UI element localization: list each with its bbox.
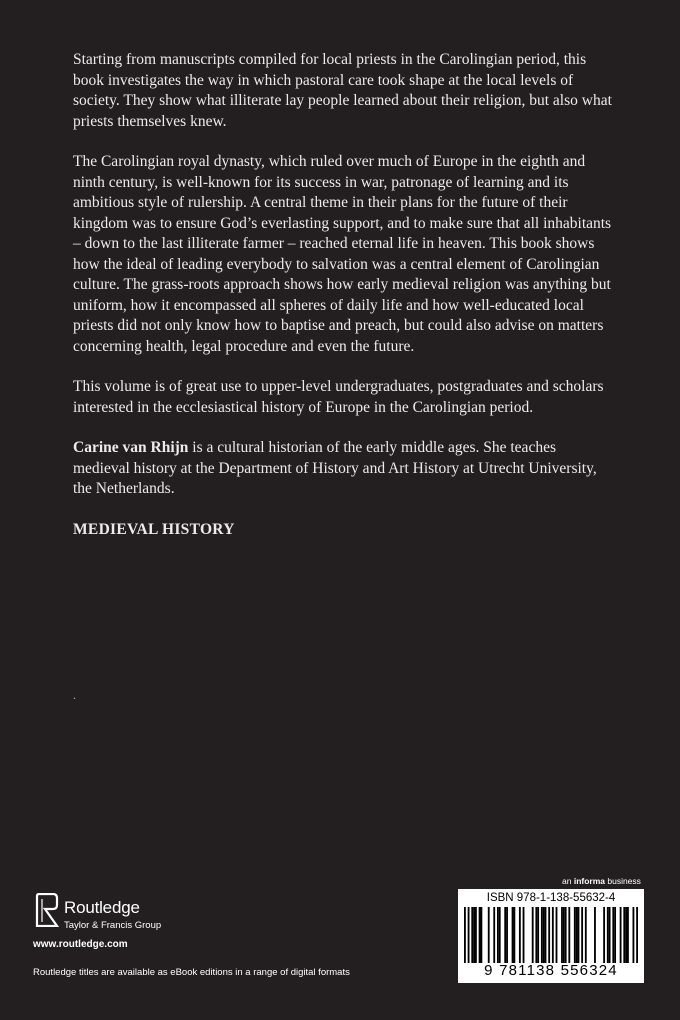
barcode-bar bbox=[468, 907, 470, 963]
barcode-bar bbox=[479, 907, 481, 963]
barcode-bar bbox=[623, 907, 625, 963]
barcode-digits: 9 781138 556324 bbox=[484, 962, 618, 979]
barcode-bar bbox=[471, 907, 473, 963]
barcode-bar bbox=[603, 907, 605, 963]
barcode-bar bbox=[594, 907, 596, 963]
barcode-bar bbox=[473, 907, 475, 963]
barcode-bar bbox=[563, 907, 565, 963]
barcode-bar bbox=[612, 907, 614, 963]
publisher-name: Routledge bbox=[64, 898, 140, 917]
barcode-bar bbox=[493, 907, 495, 963]
informa-tagline bbox=[562, 876, 641, 886]
barcode-bar bbox=[543, 907, 545, 963]
barcode-bar bbox=[532, 907, 534, 963]
barcode-bar bbox=[627, 907, 629, 963]
barcode-bar bbox=[565, 907, 567, 963]
barcode-bar bbox=[537, 907, 539, 963]
barcode-bar bbox=[607, 907, 609, 963]
publisher-website: www.routledge.com bbox=[33, 939, 128, 950]
subject-category: MEDIEVAL HISTORY bbox=[73, 520, 235, 538]
barcode-bar bbox=[512, 907, 514, 963]
publisher-group: Taylor & Francis Group bbox=[64, 920, 162, 931]
author-name: Carine van Rhijn bbox=[73, 439, 189, 456]
barcode-bar bbox=[574, 907, 576, 963]
routledge-logo-icon bbox=[33, 893, 59, 927]
barcode-bar bbox=[545, 907, 547, 963]
barcode-bar bbox=[488, 907, 490, 963]
barcode-bar bbox=[581, 907, 583, 963]
barcode-bar bbox=[504, 907, 506, 963]
barcode-bar bbox=[620, 907, 622, 963]
informa-suffix: business bbox=[605, 876, 641, 886]
blurb-paragraph-1: Starting from manuscripts compiled for local priests in the Carolingian period, this book investigates the way in which pastoral care took shape at the local levels of society. They show what illiterate lay people learned about their religion, but also what priests themselves knew. bbox=[73, 51, 612, 130]
barcode-bar bbox=[625, 907, 627, 963]
author-bio-text: is a cultural historian of the early middle ages. She teaches medieval history at the Department of History and Art History at Utrecht University, the Netherlands. bbox=[73, 439, 597, 497]
informa-brand: informa bbox=[573, 876, 605, 886]
isbn-barcode bbox=[458, 889, 644, 983]
author-bio bbox=[73, 438, 613, 500]
barcode-bar bbox=[475, 907, 477, 963]
informa-prefix: an bbox=[562, 876, 574, 886]
publisher-logo bbox=[33, 893, 193, 933]
barcode-bar bbox=[576, 907, 578, 963]
barcode-bar bbox=[633, 907, 635, 963]
barcode-bar bbox=[614, 907, 616, 963]
barcode-bar bbox=[636, 907, 638, 963]
barcode-bar bbox=[541, 907, 543, 963]
barcode-bar bbox=[519, 907, 521, 963]
barcode-bar bbox=[548, 907, 550, 963]
barcode-bar bbox=[556, 907, 558, 963]
barcode-bar bbox=[506, 907, 508, 963]
barcode-bar bbox=[497, 907, 499, 963]
barcode-bar bbox=[535, 907, 537, 963]
back-cover-blurb bbox=[73, 50, 613, 560]
barcode-bar bbox=[464, 907, 466, 963]
barcode-bar bbox=[499, 907, 501, 963]
barcode-bar bbox=[561, 907, 563, 963]
barcode-bars bbox=[464, 907, 638, 963]
barcode-bar bbox=[523, 907, 525, 963]
blurb-paragraph-2: The Carolingian royal dynasty, which ruled over much of Europe in the eighth and ninth century, is well-known for its success in war, patronage of learning and its ambitious style of rulership. A central theme in their plans for the future of their kingdom was to ensure God’s everlasting support, and to make sure that all inhabitants – down to the last illiterate farmer – reached eternal life in heaven. This book shows how the ideal of leading everybody to salvation was a central element of Carolingian culture. The grass-roots approach shows how early medieval religion was anything but uniform, how it encompassed all spheres of daily life and how well-educated local priests did not only know how to baptise and preach, but could also advise on matters concerning health, legal procedure and even the future. bbox=[73, 153, 612, 355]
isbn-number: ISBN 978-1-138-55632-4 bbox=[486, 892, 616, 904]
barcode-bar bbox=[585, 907, 587, 963]
stray-dot: . bbox=[73, 688, 76, 702]
blurb-paragraph-3: This volume is of great use to upper-level undergraduates, postgraduates and scholars interested in the ecclesiastical history of Europe in the Carolingian period. bbox=[73, 378, 604, 416]
barcode-bar bbox=[578, 907, 580, 963]
barcode-bar bbox=[552, 907, 554, 963]
ebook-note: Routledge titles are available as eBook editions in a range of digital formats bbox=[33, 967, 350, 978]
barcode-bar bbox=[480, 907, 482, 963]
barcode-bar bbox=[609, 907, 611, 963]
barcode-bar bbox=[513, 907, 515, 963]
barcode-bar bbox=[568, 907, 570, 963]
